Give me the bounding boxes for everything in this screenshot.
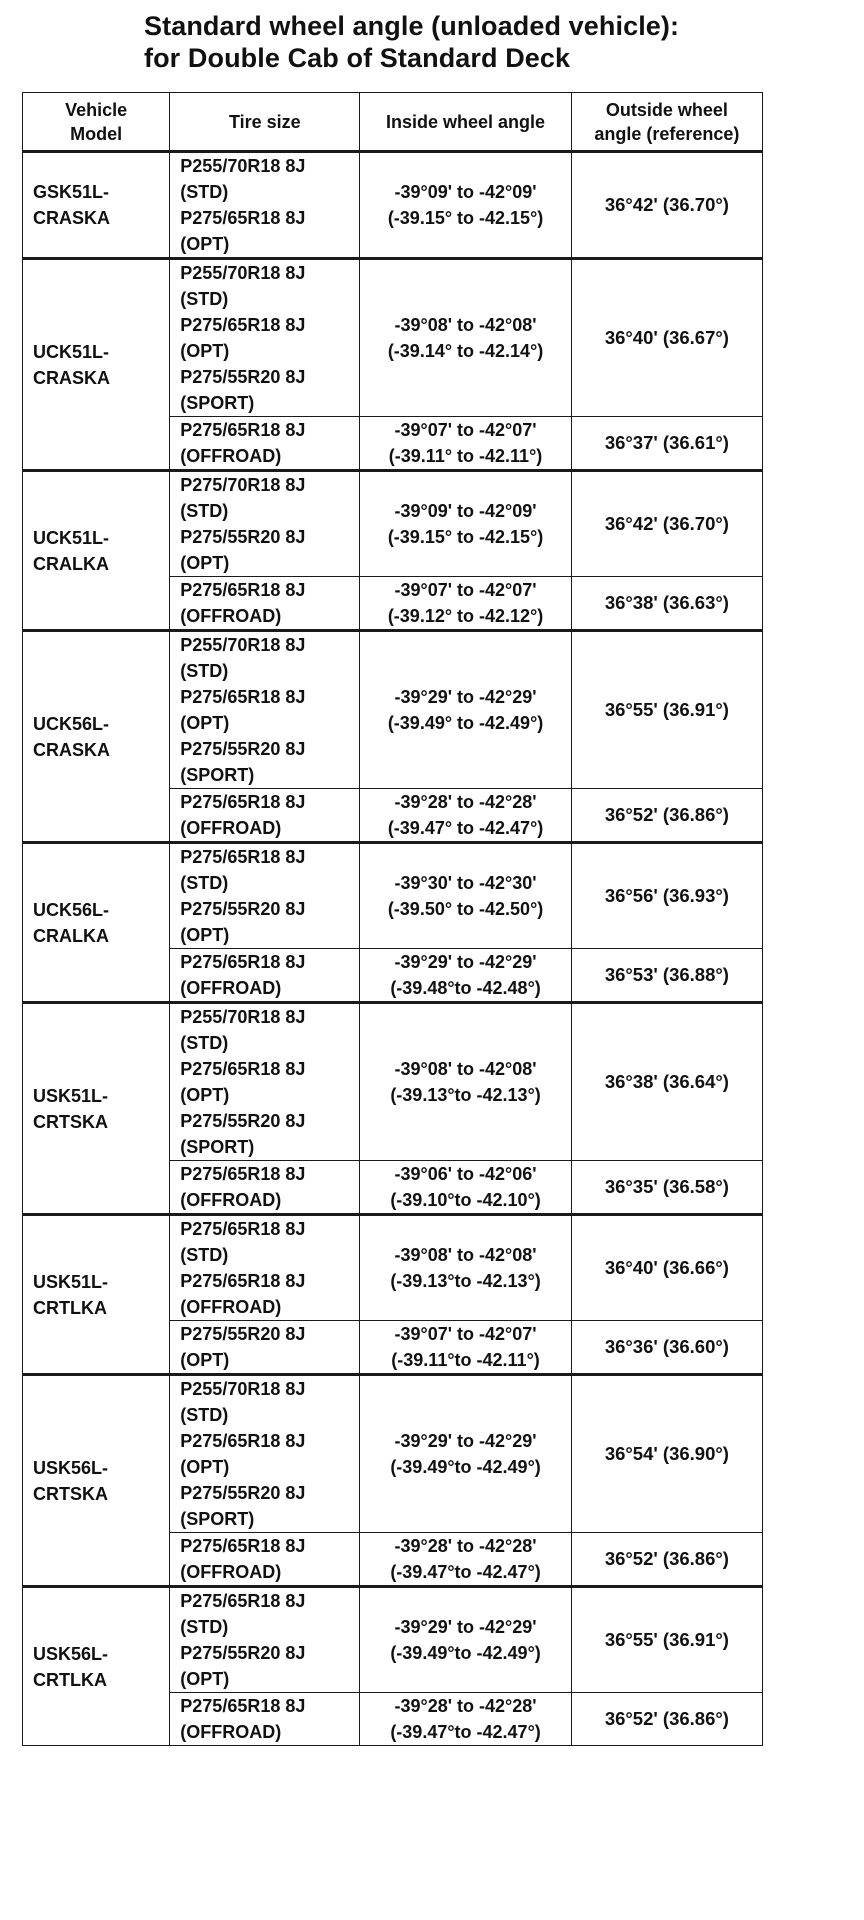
cell-line: CRASKA [33, 739, 111, 760]
cell-line: (OFFROAD) [180, 1562, 282, 1582]
cell-line: (STD) [180, 1405, 229, 1425]
cell-line: CRTLKA [33, 1297, 107, 1318]
cell-line: UCK51L- [33, 527, 110, 548]
cell-line: (-39.10°to -42.10°) [390, 1190, 541, 1210]
cell-line: P275/65R18 8J [180, 1059, 306, 1079]
table-row [23, 1215, 763, 1321]
cell-line: CRALKA [33, 553, 109, 574]
cell-line: -39°09' to -42°09' [394, 501, 537, 521]
cell-line: USK51L- [33, 1085, 109, 1106]
tire-size-cell [170, 1161, 360, 1215]
inside-angle-cell [360, 577, 571, 631]
header-vehicle-model: Vehicle Model [23, 93, 170, 152]
cell-line: (OFFROAD) [180, 1190, 282, 1210]
table-row [23, 471, 763, 577]
inside-angle-cell [360, 949, 571, 1003]
cell-line: (OPT) [180, 1669, 230, 1689]
tire-size-cell [170, 1321, 360, 1375]
header-inside-wheel-angle: Inside wheel angle [360, 93, 571, 152]
tire-size-cell [170, 1003, 360, 1161]
outside-angle-cell: 36°54' (36.90°) [571, 1375, 762, 1533]
cell-line: CRALKA [33, 925, 109, 946]
cell-line: (-39.47°to -42.47°) [390, 1562, 541, 1582]
header-tire-size: Tire size [170, 93, 360, 152]
header-row [23, 93, 763, 152]
tire-size-cell [170, 259, 360, 417]
cell-line: P275/65R18 8J [180, 1696, 306, 1716]
outside-angle-cell: 36°52' (36.86°) [571, 1533, 762, 1587]
cell-line: P275/65R18 8J [180, 580, 306, 600]
tire-size-cell [170, 1533, 360, 1587]
cell-line: (STD) [180, 661, 229, 681]
cell-line: (SPORT) [180, 765, 255, 785]
cell-line: (-39.15° to -42.15°) [387, 208, 544, 228]
cell-line: USK51L- [33, 1271, 109, 1292]
table-row [23, 1587, 763, 1693]
vehicle-model-cell [23, 1003, 170, 1215]
cell-line: (-39.11°to -42.11°) [391, 1350, 540, 1370]
cell-line: CRTSKA [33, 1483, 108, 1504]
cell-line: (STD) [180, 289, 229, 309]
cell-line: P275/65R18 8J [180, 1431, 306, 1451]
outside-angle-cell: 36°42' (36.70°) [571, 471, 762, 577]
outside-angle-cell: 36°40' (36.66°) [571, 1215, 762, 1321]
inside-angle-cell [360, 152, 571, 259]
cell-line: P255/70R18 8J [180, 1007, 306, 1027]
vehicle-group [23, 259, 763, 471]
cell-line: P275/65R18 8J [180, 1591, 306, 1611]
tire-size-cell [170, 1215, 360, 1321]
cell-line: (OPT) [180, 1457, 230, 1477]
cell-line: (OPT) [180, 713, 230, 733]
outside-angle-cell: 36°42' (36.70°) [571, 152, 762, 259]
cell-line: -39°28' to -42°28' [394, 1696, 537, 1716]
cell-line: P275/55R20 8J [180, 1111, 306, 1131]
tire-size-cell [170, 577, 360, 631]
outside-angle-cell: 36°52' (36.86°) [571, 1693, 762, 1746]
cell-line: (OFFROAD) [180, 1722, 282, 1742]
cell-line: (-39.49°to -42.49°) [390, 1643, 541, 1663]
cell-line: (-39.13°to -42.13°) [390, 1271, 541, 1291]
cell-line: (SPORT) [180, 1509, 255, 1529]
cell-line: (STD) [180, 182, 229, 202]
cell-line: (-39.11° to -42.11°) [388, 446, 543, 466]
vehicle-group [23, 1375, 763, 1587]
vehicle-model-cell [23, 152, 170, 259]
outside-angle-cell: 36°52' (36.86°) [571, 789, 762, 843]
cell-line: -39°09' to -42°09' [394, 182, 537, 202]
outside-angle-cell: 36°38' (36.63°) [571, 577, 762, 631]
cell-line: P275/65R18 8J [180, 952, 306, 972]
page-title [144, 10, 679, 74]
outside-angle-cell: 36°37' (36.61°) [571, 417, 762, 471]
vehicle-model-cell [23, 1375, 170, 1587]
cell-line: P275/55R20 8J [180, 1324, 306, 1344]
cell-line: -39°08' to -42°08' [394, 315, 537, 335]
cell-line: CRASKA [33, 367, 111, 388]
cell-line: P275/65R18 8J [180, 208, 306, 228]
tire-size-cell [170, 1693, 360, 1746]
tire-size-cell [170, 417, 360, 471]
cell-line: -39°28' to -42°28' [394, 792, 537, 812]
cell-line: -39°07' to -42°07' [394, 420, 537, 440]
cell-line: P255/70R18 8J [180, 635, 306, 655]
cell-line: (STD) [180, 1245, 229, 1265]
vehicle-group [23, 152, 763, 259]
outside-angle-cell: 36°55' (36.91°) [571, 1587, 762, 1693]
title-line-1: Standard wheel angle (unloaded vehicle): [144, 11, 680, 41]
tire-size-cell [170, 1375, 360, 1533]
cell-line: (OPT) [180, 1350, 230, 1370]
outside-angle-cell: 36°35' (36.58°) [571, 1161, 762, 1215]
cell-line: (-39.48°to -42.48°) [390, 978, 541, 998]
cell-line: (OFFROAD) [180, 818, 282, 838]
cell-line: -39°08' to -42°08' [394, 1245, 537, 1265]
outside-angle-cell: 36°36' (36.60°) [571, 1321, 762, 1375]
inside-angle-cell [360, 1533, 571, 1587]
cell-line: (STD) [180, 873, 229, 893]
table-row [23, 1003, 763, 1161]
inside-angle-cell [360, 471, 571, 577]
cell-line: UCK51L- [33, 341, 110, 362]
cell-line: (-39.14° to -42.14°) [387, 341, 544, 361]
cell-line: (OPT) [180, 234, 230, 254]
tire-size-cell [170, 843, 360, 949]
vehicle-group [23, 1587, 763, 1746]
inside-angle-cell [360, 1693, 571, 1746]
vehicle-group [23, 1215, 763, 1375]
cell-line: (SPORT) [180, 393, 255, 413]
inside-angle-cell [360, 1161, 571, 1215]
title-line-2: for Double Cab of Standard Deck [144, 43, 571, 73]
cell-line: (STD) [180, 1617, 229, 1637]
cell-line: P275/55R20 8J [180, 367, 306, 387]
tire-size-cell [170, 1587, 360, 1693]
outside-angle-cell: 36°38' (36.64°) [571, 1003, 762, 1161]
cell-line: (OFFROAD) [180, 606, 282, 626]
cell-line: -39°29' to -42°29' [394, 952, 537, 972]
cell-line: (OPT) [180, 1085, 230, 1105]
table-row [23, 843, 763, 949]
cell-line: -39°07' to -42°07' [394, 580, 537, 600]
cell-line: P275/65R18 8J [180, 315, 306, 335]
cell-line: -39°08' to -42°08' [394, 1059, 537, 1079]
cell-line: -39°29' to -42°29' [394, 1617, 537, 1637]
cell-line: P275/70R18 8J [180, 475, 306, 495]
cell-line: CRASKA [33, 208, 111, 228]
cell-line: P275/55R20 8J [180, 1643, 306, 1663]
cell-line: (OPT) [180, 925, 230, 945]
cell-line: (-39.47°to -42.47°) [390, 1722, 541, 1742]
cell-line: (-39.13°to -42.13°) [390, 1085, 541, 1105]
outside-angle-cell: 36°53' (36.88°) [571, 949, 762, 1003]
vehicle-model-cell [23, 843, 170, 1003]
vehicle-model-cell [23, 631, 170, 843]
vehicle-model-cell [23, 471, 170, 631]
tire-size-cell [170, 949, 360, 1003]
cell-line: CRTLKA [33, 1669, 107, 1690]
inside-angle-cell [360, 259, 571, 417]
cell-line: -39°29' to -42°29' [394, 687, 537, 707]
inside-angle-cell [360, 631, 571, 789]
cell-line: (-39.47° to -42.47°) [387, 818, 544, 838]
cell-line: (OFFROAD) [180, 1297, 282, 1317]
table-row [23, 1375, 763, 1533]
vehicle-group [23, 1003, 763, 1215]
cell-line: UCK56L- [33, 713, 110, 734]
wheel-angle-table [22, 92, 763, 1746]
vehicle-model-cell [23, 1215, 170, 1375]
cell-line: P275/65R18 8J [180, 420, 306, 440]
cell-line: P275/65R18 8J [180, 1219, 306, 1239]
cell-line: P275/65R18 8J [180, 1536, 306, 1556]
inside-angle-cell [360, 1003, 571, 1161]
cell-line: -39°30' to -42°30' [394, 873, 537, 893]
cell-line: USK56L- [33, 1643, 109, 1664]
cell-line: (STD) [180, 1033, 229, 1053]
outside-angle-cell: 36°55' (36.91°) [571, 631, 762, 789]
cell-line: P275/65R18 8J [180, 792, 306, 812]
cell-line: (-39.49°to -42.49°) [390, 1457, 541, 1477]
cell-line: (OFFROAD) [180, 978, 282, 998]
vehicle-group [23, 843, 763, 1003]
cell-line: P255/70R18 8J [180, 156, 306, 176]
table-row [23, 631, 763, 789]
vehicle-model-cell [23, 259, 170, 471]
cell-line: -39°07' to -42°07' [394, 1324, 537, 1344]
table-row [23, 259, 763, 417]
cell-line: P275/65R18 8J [180, 687, 306, 707]
outside-angle-cell: 36°40' (36.67°) [571, 259, 762, 417]
header-outside-wheel-angle: Outside wheel angle (reference) [571, 93, 762, 152]
cell-line: P275/55R20 8J [180, 899, 306, 919]
vehicle-model-cell [23, 1587, 170, 1746]
cell-line: P275/65R18 8J [180, 847, 306, 867]
cell-line: P275/55R20 8J [180, 739, 306, 759]
inside-angle-cell [360, 1215, 571, 1321]
cell-line: CRTSKA [33, 1111, 108, 1132]
cell-line: (-39.15° to -42.15°) [387, 527, 544, 547]
cell-line: P255/70R18 8J [180, 1379, 306, 1399]
inside-angle-cell [360, 843, 571, 949]
cell-line: P275/65R18 8J [180, 1164, 306, 1184]
cell-line: (-39.12° to -42.12°) [387, 606, 544, 626]
cell-line: (STD) [180, 501, 229, 521]
cell-line: (SPORT) [180, 1137, 255, 1157]
cell-line: -39°06' to -42°06' [394, 1164, 537, 1184]
inside-angle-cell [360, 1587, 571, 1693]
tire-size-cell [170, 631, 360, 789]
vehicle-group [23, 631, 763, 843]
cell-line: (OFFROAD) [180, 446, 282, 466]
table-row [23, 152, 763, 259]
cell-line: UCK56L- [33, 899, 110, 920]
cell-line: -39°29' to -42°29' [394, 1431, 537, 1451]
cell-line: P255/70R18 8J [180, 263, 306, 283]
outside-angle-cell: 36°56' (36.93°) [571, 843, 762, 949]
inside-angle-cell [360, 789, 571, 843]
cell-line: P275/65R18 8J [180, 1271, 306, 1291]
inside-angle-cell [360, 1375, 571, 1533]
vehicle-group [23, 471, 763, 631]
cell-line: P275/55R20 8J [180, 527, 306, 547]
cell-line: (-39.49° to -42.49°) [387, 713, 544, 733]
cell-line: GSK51L- [33, 182, 110, 202]
cell-line: -39°28' to -42°28' [394, 1536, 537, 1556]
tire-size-cell [170, 152, 360, 259]
cell-line: USK56L- [33, 1457, 109, 1478]
tire-size-cell [170, 471, 360, 577]
cell-line: (OPT) [180, 553, 230, 573]
cell-line: P275/55R20 8J [180, 1483, 306, 1503]
cell-line: (OPT) [180, 341, 230, 361]
inside-angle-cell [360, 1321, 571, 1375]
cell-line: (-39.50° to -42.50°) [387, 899, 544, 919]
inside-angle-cell [360, 417, 571, 471]
tire-size-cell [170, 789, 360, 843]
